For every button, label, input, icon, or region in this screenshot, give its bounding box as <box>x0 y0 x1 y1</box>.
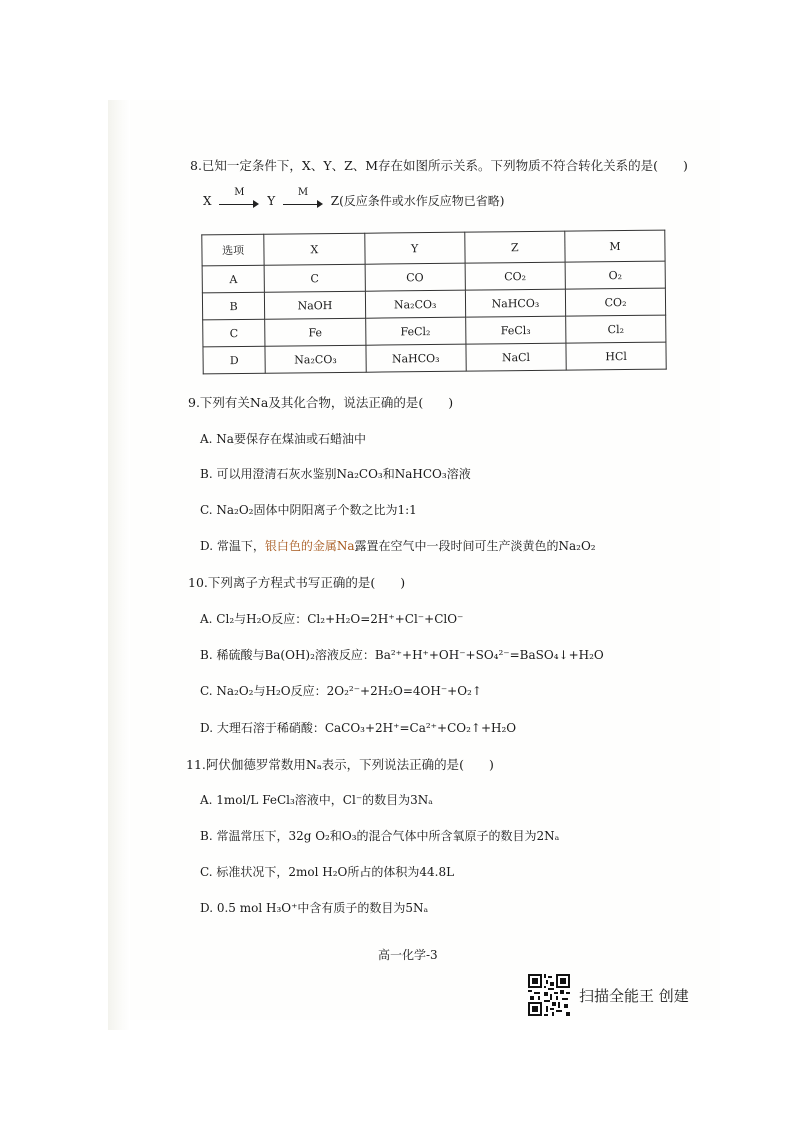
table-cell: CO <box>365 263 466 291</box>
table-header: Z <box>465 231 566 263</box>
table-header: M <box>565 230 665 262</box>
q9-d-highlight: 银白色的金属Na <box>264 539 355 553</box>
arrow-icon <box>283 186 323 209</box>
q9-option-c: C. Na₂O₂固体中阴阳离子个数之比为1:1 <box>200 503 417 517</box>
rel-z-note: Z(反应条件或水作反应物已省略) <box>330 194 505 208</box>
table-cell: CO₂ <box>465 262 566 290</box>
table-cell: FeCl₃ <box>465 316 566 344</box>
q9-option-a: A. Na要保存在煤油或石蜡油中 <box>200 432 366 446</box>
q11-option-b: B. 常温常压下，32g O₂和O₃的混合气体中所含氧原子的数目为2Nₐ <box>200 829 560 843</box>
q11-option-c: C. 标准状况下，2mol H₂O所占的体积为44.8L <box>200 865 455 879</box>
table-header: 选项 <box>202 234 265 266</box>
q9-option-d <box>200 537 596 554</box>
table-cell: NaHCO₃ <box>365 344 466 372</box>
table-cell: B <box>202 292 265 320</box>
table-cell: D <box>203 346 266 374</box>
table-cell: NaCl <box>466 343 567 371</box>
q11-option-d: D. 0.5 mol H₃O⁺中含有质子的数目为5Nₐ <box>200 901 429 915</box>
q10-stem: 10.下列离子方程式书写正确的是( ) <box>188 575 406 590</box>
q8-stem: 8.已知一定条件下，X、Y、Z、M存在如图所示关系。下列物质不符合转化关系的是( ) <box>190 158 688 173</box>
table-cell: Na₂CO₃ <box>265 345 365 373</box>
q11-option-a: A. 1mol/L FeCl₃溶液中，Cl⁻的数目为3Nₐ <box>200 793 433 807</box>
table-cell: Na₂CO₃ <box>365 290 466 318</box>
table-header-row <box>202 230 665 266</box>
arrow-icon <box>219 186 259 209</box>
arrow-label-m2: M <box>297 186 309 198</box>
table-cell: C <box>203 319 266 347</box>
scanner-watermark: 扫描全能王 创建 <box>579 987 689 1005</box>
table-cell: C <box>264 264 364 292</box>
q11-stem: 11.阿伏伽德罗常数用Nₐ表示，下列说法正确的是( ) <box>186 757 494 772</box>
qr-code-icon <box>528 974 570 1016</box>
table-cell: O₂ <box>565 261 665 289</box>
table-cell: HCl <box>566 342 666 370</box>
table-cell: NaHCO₃ <box>465 289 566 317</box>
q10-option-b: B. 稀硫酸与Ba(OH)₂溶液反应：Ba²⁺+H⁺+OH⁻+SO₄²⁻=BaSO₄↓+H₂O <box>200 648 604 662</box>
q9-option-b: B. 可以用澄清石灰水鉴别Na₂CO₃和NaHCO₃溶液 <box>200 467 471 481</box>
q8-relation <box>203 186 505 209</box>
q8-options-table <box>201 230 666 375</box>
table-cell: A <box>202 265 265 293</box>
table-header: Y <box>364 232 465 264</box>
q10-option-d: D. 大理石溶于稀硝酸：CaCO₃+2H⁺=Ca²⁺+CO₂↑+H₂O <box>200 721 517 735</box>
rel-y: Y <box>267 194 276 208</box>
q10-option-c: C. Na₂O₂与H₂O反应：2O₂²⁻+2H₂O=4OH⁻+O₂↑ <box>200 684 482 698</box>
table-header: X <box>264 233 365 265</box>
q9-d-prefix: D. 常温下， <box>200 539 265 553</box>
scan-edge-shadow <box>108 100 130 1030</box>
table-cell: FeCl₂ <box>365 317 466 345</box>
table-cell: NaOH <box>265 291 365 319</box>
page-footer: 高一化学-3 <box>378 948 438 962</box>
q9-d-suffix: 露置在空气中一段时间可生产淡黄色的Na₂O₂ <box>354 539 596 553</box>
rel-x: X <box>203 194 212 208</box>
q9-stem: 9.下列有关Na及其化合物，说法正确的是( ) <box>188 395 454 410</box>
table-cell: Fe <box>265 318 365 346</box>
table-cell: CO₂ <box>565 288 665 316</box>
arrow-label-m1: M <box>234 186 245 198</box>
table-cell: Cl₂ <box>566 315 666 343</box>
q10-option-a: A. Cl₂与H₂O反应：Cl₂+H₂O=2H⁺+Cl⁻+ClO⁻ <box>200 612 464 626</box>
table-row <box>203 342 666 374</box>
